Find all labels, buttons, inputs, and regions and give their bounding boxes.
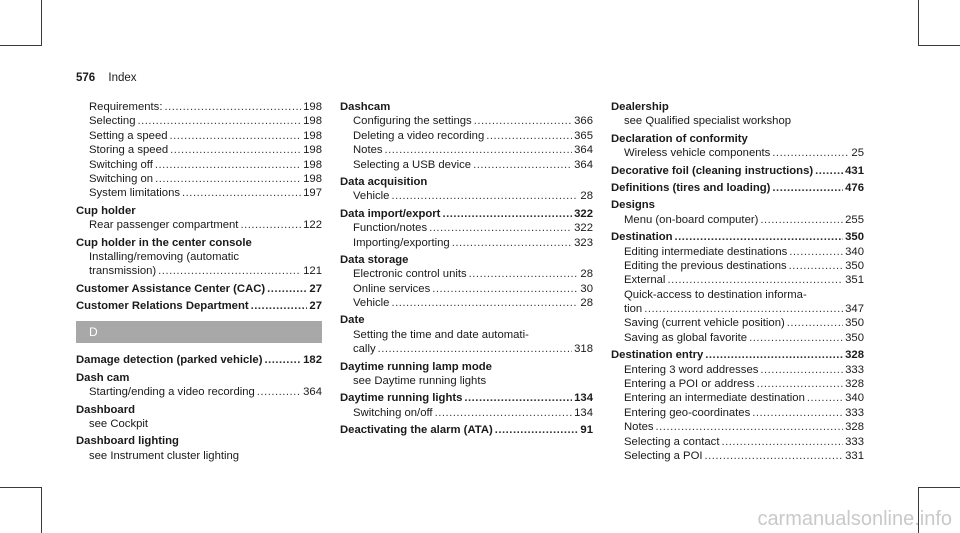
page-reference: 134 — [574, 392, 593, 405]
entry-text: Date — [340, 314, 365, 327]
crop-mark — [0, 45, 42, 46]
crop-mark — [0, 487, 42, 488]
dot-leader — [429, 221, 572, 235]
index-subentry — [76, 186, 322, 200]
page-reference: 347 — [845, 303, 864, 316]
page-number: 576 — [76, 72, 96, 84]
entry-text: Data import/export — [340, 207, 441, 220]
index-entry — [76, 204, 322, 218]
index-subentry — [76, 143, 322, 157]
index-entry — [76, 236, 322, 250]
dot-leader — [164, 100, 301, 114]
index-subentry — [611, 273, 864, 287]
entry-text: Customer Assistance Center (CAC) — [76, 282, 266, 295]
page-reference: 328 — [845, 421, 864, 434]
page-reference: 198 — [303, 129, 322, 142]
index-column-2 — [340, 100, 593, 438]
entry-text: Switching on/off — [353, 406, 433, 419]
dot-leader — [155, 172, 301, 186]
entry-text: Setting a speed — [89, 129, 168, 142]
entry-text: Wireless vehicle components — [624, 147, 771, 160]
index-entry — [340, 360, 593, 374]
page-reference: 322 — [574, 207, 593, 220]
dot-leader — [391, 189, 578, 203]
page-reference: 364 — [303, 386, 322, 399]
index-subentry — [76, 158, 322, 172]
index-column-3 — [611, 100, 864, 463]
index-entry — [340, 175, 593, 189]
page-reference: 27 — [309, 300, 322, 313]
crop-mark — [918, 487, 960, 488]
index-subentry — [340, 158, 593, 172]
entry-text: Declaration of conformity — [611, 132, 748, 145]
entry-text: Dashboard — [76, 403, 136, 416]
index-subentry — [611, 331, 864, 345]
entry-text: Destination — [611, 231, 673, 244]
dot-leader — [442, 207, 572, 221]
entry-text: Dealership — [611, 101, 669, 113]
dot-leader — [267, 282, 307, 296]
index-entry — [611, 230, 864, 244]
index-subentry — [76, 172, 322, 186]
page-reference: 340 — [845, 245, 864, 258]
crop-mark — [41, 0, 42, 46]
page-reference: 30 — [580, 282, 593, 295]
entry-text: Daytime running lights — [340, 392, 463, 405]
index-subentry — [340, 296, 593, 310]
page-reference: 351 — [845, 274, 864, 287]
dot-leader — [760, 363, 843, 377]
page-reference: 198 — [303, 172, 322, 185]
page-reference: 340 — [845, 392, 864, 405]
page-reference: 333 — [845, 435, 864, 448]
index-entry — [611, 181, 864, 195]
entry-text: Configuring the settings — [353, 115, 472, 128]
index-subentry — [76, 218, 322, 232]
entry-text: Selecting — [89, 115, 136, 128]
dot-leader — [807, 391, 843, 405]
index-subentry — [340, 282, 593, 296]
page-reference: 350 — [845, 231, 864, 244]
entry-text: Data acquisition — [340, 175, 428, 188]
index-subentry — [340, 221, 593, 235]
entry-text: Notes — [624, 421, 654, 434]
page-reference: 28 — [580, 297, 593, 310]
entry-text: Deactivating the alarm (ATA) — [340, 424, 493, 437]
index-subentry — [611, 363, 864, 377]
index-entry — [611, 198, 864, 212]
index-subentry — [76, 100, 322, 114]
entry-text: Vehicle — [353, 190, 390, 203]
page-reference: 198 — [303, 101, 322, 113]
entry-text: Requirements: — [89, 101, 163, 113]
entry-text: Destination entry — [611, 349, 704, 362]
entry-text: Cup holder — [76, 204, 136, 217]
index-entry — [340, 313, 593, 327]
section-letter: D — [76, 321, 322, 343]
index-subentry — [611, 420, 864, 434]
dot-leader — [721, 435, 843, 449]
page-reference: 28 — [580, 268, 593, 281]
page-reference: 25 — [851, 147, 864, 160]
dot-leader — [757, 377, 844, 391]
index-column-1 — [76, 100, 322, 463]
index-entry — [76, 434, 322, 448]
entry-text: Saving (current vehicle position) — [624, 317, 785, 330]
index-subentry — [340, 114, 593, 128]
entry-text: Selecting a USB device — [353, 158, 472, 171]
entry-text: Electronic control units — [353, 268, 467, 281]
page-reference: 318 — [574, 343, 593, 356]
index-subentry — [611, 449, 864, 463]
entry-text: Installing/removing (automatic — [89, 250, 240, 263]
entry-text: Online services — [353, 282, 431, 295]
index-entry — [76, 282, 322, 296]
dot-leader — [257, 385, 301, 399]
entry-text: see Instrument cluster lighting — [89, 449, 240, 462]
page-reference: 121 — [303, 265, 322, 278]
page-reference: 323 — [574, 236, 593, 249]
entry-text: System limitations — [89, 187, 181, 200]
index-subentry — [340, 236, 593, 250]
index-subentry — [76, 129, 322, 143]
index-entry — [340, 207, 593, 221]
index-subentry — [611, 146, 864, 160]
entry-text: see Daytime running lights — [353, 375, 487, 388]
page-reference: 91 — [580, 424, 593, 437]
page-reference: 350 — [845, 331, 864, 344]
index-subentry — [76, 417, 322, 431]
index-entry — [611, 132, 864, 146]
dot-leader — [705, 348, 843, 362]
page-reference: 331 — [845, 449, 864, 462]
index-entry — [611, 348, 864, 362]
page-reference: 198 — [303, 115, 322, 128]
index-subentry — [611, 302, 864, 316]
index-subentry — [611, 406, 864, 420]
entry-text: Dash cam — [76, 371, 130, 384]
section-title: Index — [108, 72, 137, 84]
entry-text: Entering 3 word addresses — [624, 363, 759, 376]
index-entry — [340, 100, 593, 114]
crop-mark — [41, 487, 42, 533]
dot-leader — [675, 230, 844, 244]
dot-leader — [251, 299, 308, 313]
entry-text: Entering a POI or address — [624, 378, 755, 391]
entry-text: Editing intermediate destinations — [624, 245, 788, 258]
entry-text: Switching on — [89, 172, 154, 185]
index-entry — [340, 253, 593, 267]
dot-leader — [378, 342, 573, 356]
page-reference: 322 — [574, 222, 593, 235]
index-subentry — [340, 267, 593, 281]
entry-text: Deleting a video recording — [353, 129, 485, 142]
entry-text: Decorative foil (cleaning instructions) — [611, 164, 814, 177]
dot-leader — [170, 143, 301, 157]
entry-text: see Qualified specialist workshop — [624, 115, 792, 128]
entry-text: Starting/ending a video recording — [89, 386, 255, 399]
page-reference: 333 — [845, 363, 864, 376]
entry-text: Cup holder in the center console — [76, 236, 252, 249]
index-entry — [340, 391, 593, 405]
entry-text: Dashcam — [340, 101, 391, 113]
dot-leader — [789, 245, 843, 259]
entry-text: Vehicle — [353, 297, 390, 310]
dot-leader — [385, 143, 573, 157]
entry-text: Data storage — [340, 253, 409, 266]
dot-leader — [815, 164, 843, 178]
dot-leader — [182, 186, 301, 200]
index-entry — [76, 299, 322, 313]
dot-leader — [469, 267, 579, 281]
dot-leader — [464, 391, 572, 405]
entry-text: Entering an intermediate destination — [624, 392, 805, 405]
page-reference: 198 — [303, 144, 322, 157]
index-entry — [611, 100, 864, 114]
dot-leader — [772, 181, 843, 195]
index-entry — [611, 164, 864, 178]
page-reference: 365 — [574, 129, 593, 142]
index-subentry — [340, 189, 593, 203]
page-reference: 350 — [845, 317, 864, 330]
entry-text: Definitions (tires and loading) — [611, 181, 771, 194]
index-subentry — [611, 377, 864, 391]
dot-leader — [752, 406, 843, 420]
index-entry — [340, 423, 593, 437]
index-subentry — [76, 385, 322, 399]
page-reference: 350 — [845, 259, 864, 272]
page-reference: 364 — [574, 158, 593, 171]
dot-leader — [644, 302, 843, 316]
index-subentry — [611, 259, 864, 273]
dot-leader — [749, 331, 843, 345]
entry-text: Selecting a contact — [624, 435, 720, 448]
dot-leader — [137, 114, 301, 128]
entry-text: Setting the time and date automati- — [353, 328, 529, 341]
entry-text: Quick-access to destination informa- — [624, 288, 807, 301]
page-reference: 134 — [574, 406, 593, 419]
dot-leader — [158, 264, 301, 278]
crop-mark — [918, 45, 960, 46]
index-subentry — [340, 406, 593, 420]
dot-leader — [789, 259, 843, 273]
entry-text: External — [624, 274, 666, 287]
index-subentry — [611, 288, 864, 302]
dot-leader — [391, 296, 578, 310]
page-reference: 328 — [845, 349, 864, 362]
index-subentry — [611, 114, 864, 128]
watermark: carmanualsonline.info — [757, 508, 952, 530]
page-reference: 255 — [845, 213, 864, 226]
dot-leader — [432, 282, 578, 296]
page-reference: 28 — [580, 190, 593, 203]
entry-text: Switching off — [89, 158, 153, 171]
dot-leader — [760, 213, 843, 227]
index-subentry — [76, 114, 322, 128]
entry-text: see Cockpit — [89, 418, 149, 431]
entry-text: transmission) — [89, 265, 157, 278]
entry-text: cally — [353, 343, 376, 356]
dot-leader — [155, 158, 301, 172]
entry-text: Notes — [353, 144, 383, 157]
entry-text: Dashboard lighting — [76, 435, 179, 448]
dot-leader — [656, 420, 844, 434]
page-reference: 122 — [303, 219, 322, 232]
index-subentry — [611, 245, 864, 259]
dot-leader — [495, 423, 579, 437]
index-subentry — [340, 129, 593, 143]
crop-mark — [918, 0, 919, 46]
entry-text: Storing a speed — [89, 144, 169, 157]
entry-text: Selecting a POI — [624, 449, 703, 462]
index-subentry — [340, 328, 593, 342]
index-subentry — [340, 342, 593, 356]
index-subentry — [76, 250, 322, 264]
entry-text: Importing/exporting — [353, 236, 450, 249]
dot-leader — [772, 146, 849, 160]
entry-text: Function/notes — [353, 222, 428, 235]
entry-text: Menu (on-board computer) — [624, 213, 759, 226]
page-reference: 366 — [574, 115, 593, 128]
dot-leader — [705, 449, 844, 463]
dot-leader — [474, 114, 572, 128]
entry-text: Rear passenger compartment — [89, 219, 239, 232]
page-reference: 182 — [303, 354, 322, 367]
entry-text: Daytime running lamp mode — [340, 360, 492, 373]
entry-text: tion — [624, 303, 643, 316]
dot-leader — [452, 236, 572, 250]
entry-text: Damage detection (parked vehicle) — [76, 354, 263, 367]
entry-text: Customer Relations Department — [76, 300, 249, 313]
dot-leader — [264, 353, 301, 367]
page-reference: 328 — [845, 378, 864, 391]
entry-text: Entering geo-coordinates — [624, 406, 751, 419]
page-reference: 431 — [845, 164, 864, 177]
dot-leader — [787, 316, 843, 330]
entry-text: Editing the previous destinations — [624, 259, 787, 272]
page-reference: 27 — [309, 282, 322, 295]
dot-leader — [435, 406, 573, 420]
page-reference: 197 — [303, 187, 322, 200]
page-reference: 198 — [303, 158, 322, 171]
index-entry — [76, 353, 322, 367]
entry-text: Designs — [611, 199, 655, 212]
page-reference: 364 — [574, 144, 593, 157]
index-entry — [76, 371, 322, 385]
index-subentry — [611, 391, 864, 405]
dot-leader — [486, 129, 572, 143]
index-subentry — [76, 264, 322, 278]
page-header — [76, 72, 137, 84]
dot-leader — [667, 273, 843, 287]
dot-leader — [473, 158, 572, 172]
page-reference: 476 — [845, 181, 864, 194]
index-subentry — [611, 435, 864, 449]
entry-text: Saving as global favorite — [624, 331, 748, 344]
dot-leader — [240, 218, 301, 232]
index-subentry — [340, 374, 593, 388]
page-reference: 333 — [845, 406, 864, 419]
index-subentry — [611, 213, 864, 227]
index-entry — [76, 403, 322, 417]
index-subentry — [76, 449, 322, 463]
index-subentry — [611, 316, 864, 330]
dot-leader — [170, 129, 302, 143]
index-subentry — [340, 143, 593, 157]
